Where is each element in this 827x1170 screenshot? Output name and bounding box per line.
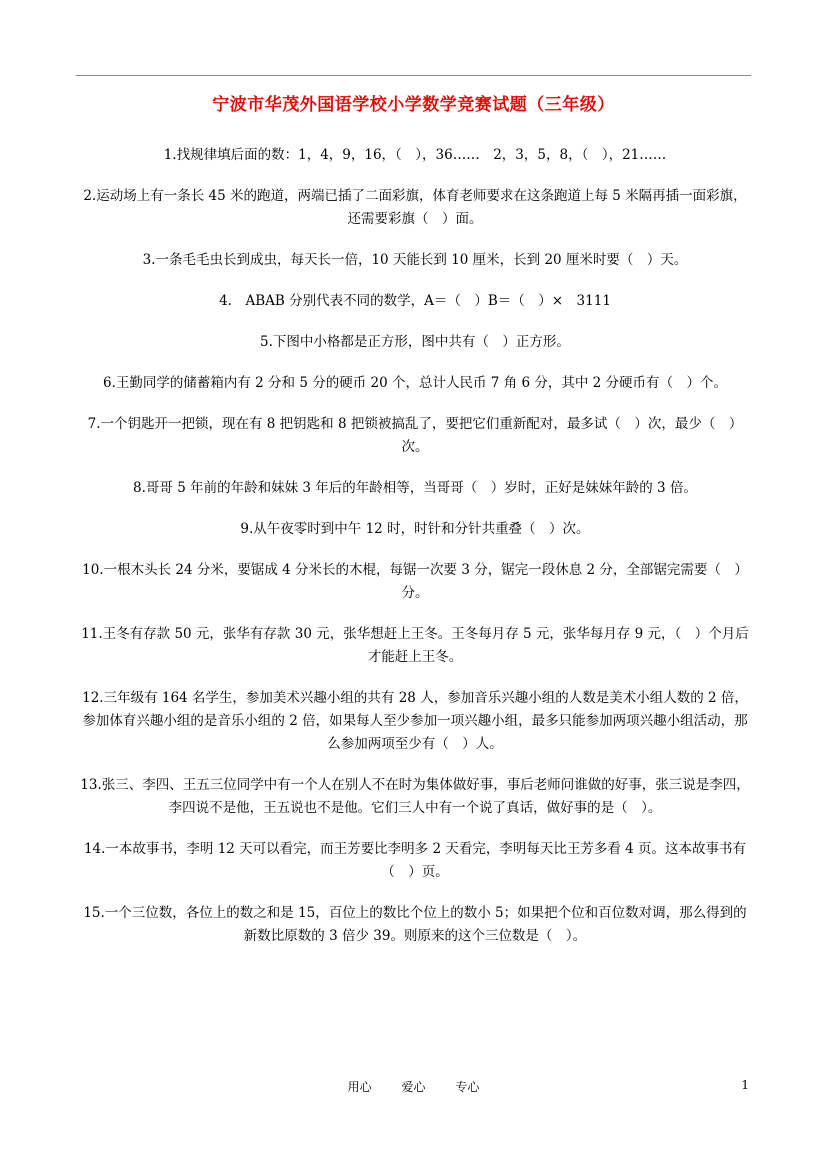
question-1: 1.找规律填后面的数：1，4，9，16，（ ），36…… 2，3，5，8，（ ），21…… (163, 147, 667, 163)
page-title: 宁波市华茂外国语学校小学数学竞赛试题（三年级） (212, 95, 615, 115)
question-list (80, 144, 750, 966)
question-15: 15.一个三位数，各位上的数之和是 15，百位上的数比个位上的数小 5；如果把个位和百位数对调，那么得到的新数比原数的 3 倍少 39。则原来的这个三位数是（ ）。 (83, 905, 747, 944)
question-4: 4. ABAB 分别代表不同的数学，A＝（ ）B＝（ ）× 3111 (219, 293, 611, 309)
question-2: 2.运动场上有一条长 45 米的跑道，两端已插了二面彩旗，体育老师要求在这条跑道上每 5 米隔再插一面彩旗，还需要彩旗（ ）面。 (83, 188, 747, 227)
question-13: 13.张三、李四、王五三位同学中有一个人在别人不在时为集体做好事，事后老师问谁做的好事，张三说是李四，李四说不是他，王五说也不是他。它们三人中有一个说了真话，做好事的是（ ）。 (80, 777, 750, 816)
footer-item: 专心 (455, 1080, 480, 1094)
question-8: 8.哥哥 5 年前的年龄和妹妹 3 年后的年龄相等，当哥哥（ ）岁时，正好是妹妹年龄的 3 倍。 (133, 480, 697, 496)
question-10: 10.一根木头长 24 分米，要锯成 4 分米长的木棍，每锯一次要 3 分，锯完一段休息 2 分，全部锯完需要（ ）分。 (82, 562, 748, 601)
question-3: 3.一条毛毛虫长到成虫，每天长一倍，10 天能长到 10 厘米，长到 20 厘米时要（ ）天。 (142, 252, 688, 268)
question-12: 12.三年级有 164 名学生，参加美术兴趣小组的共有 28 人，参加音乐兴趣小组的人数是美术小组人数的 2 倍，参加体育兴趣小组的是音乐小组的 2 倍，如果每人至少参加一项兴趣小组，最多只能参加两项兴趣小组活动，那么参加两项至少有（ ）人。 (82, 690, 748, 752)
question-7: 7.一个钥匙开一把锁，现在有 8 把钥匙和 8 把锁被搞乱了，要把它们重新配对，最多试（ ）次，最少（ ）次。 (87, 416, 743, 455)
footer-item: 用心 (347, 1080, 372, 1094)
header-rule (76, 75, 751, 76)
page-footer (0, 1078, 827, 1095)
question-9: 9.从午夜零时到中午 12 时，时针和分针共重叠（ ）次。 (240, 521, 590, 537)
footer-item: 爱心 (401, 1080, 426, 1094)
page-number: 1 (741, 1078, 749, 1092)
question-11: 11.王冬有存款 50 元，张华有存款 30 元，张华想赶上王冬。王冬每月存 5 元，张华每月存 9 元，（ ）个月后才能赶上王冬。 (81, 626, 749, 665)
question-14: 14.一本故事书，李明 12 天可以看完，而王芳要比李明多 2 天看完，李明每天比王芳多看 4 页。这本故事书有（ ）页。 (83, 841, 747, 880)
question-6: 6.王勤同学的储蓄箱内有 2 分和 5 分的硬币 20 个，总计人民币 7 角 6 分，其中 2 分硬币有（ ）个。 (103, 375, 727, 391)
question-5: 5.下图中小格都是正方形，图中共有（ ）正方形。 (260, 334, 570, 350)
